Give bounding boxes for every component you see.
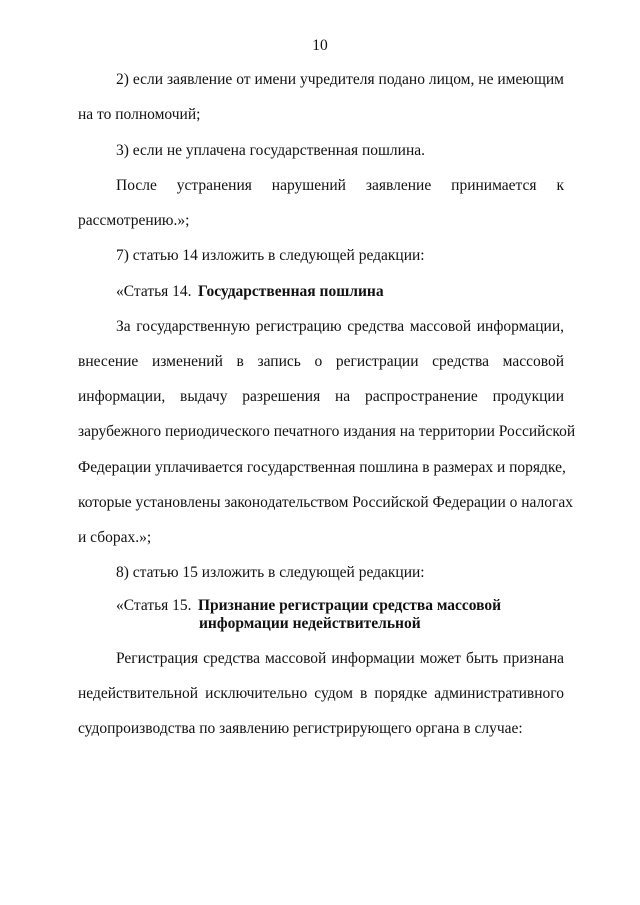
- article-14-body-line-7: и сборах.»;: [78, 529, 152, 546]
- article-14-body-line-1: За государственную регистрацию средства массовой информации,: [116, 318, 564, 335]
- page-number: 10: [312, 37, 328, 54]
- article-14-body-line-3: информации, выдачу разрешения на распространение продукции: [78, 388, 564, 405]
- list-item-2-line-2: на то полномочий;: [78, 106, 201, 123]
- article-14-body-line-6: которые установлены законодательством Российской Федерации о налогах: [78, 494, 574, 511]
- amendment-point-8: 8) статью 15 изложить в следующей редакции:: [116, 564, 425, 581]
- article-15-label: «Статья 15.: [116, 597, 192, 614]
- article-14-heading: [116, 282, 564, 302]
- article-14-title: Государственная пошлина: [198, 283, 384, 300]
- list-item-2-line-1: 2) если заявление от имени учредителя подано лицом, не имеющим: [116, 71, 564, 88]
- article-15-title-line-2: информации недействительной: [199, 615, 421, 632]
- article-15-heading: [116, 596, 564, 616]
- article-14-body-line-2: внесение изменений в запись о регистрации средства массовой: [78, 353, 564, 370]
- paragraph-after-correction-line-2: рассмотрению.»;: [78, 212, 190, 229]
- article-14-body-line-4: зарубежного периодического печатного издания на территории Российской: [78, 423, 576, 440]
- article-15-body-line-2: недействительной исключительно судом в порядке административного: [78, 685, 564, 702]
- article-15-body-line-1: Регистрация средства массовой информации может быть признана: [116, 650, 564, 667]
- paragraph-after-correction-line-1: После устранения нарушений заявление принимается к: [116, 177, 564, 194]
- article-14-label: «Статья 14.: [116, 283, 192, 300]
- amendment-point-7: 7) статью 14 изложить в следующей редакции:: [116, 247, 425, 264]
- article-15-title-line-1: Признание регистрации средства массовой: [198, 597, 502, 614]
- article-15-body-line-3: судопроизводства по заявлению регистрирующего органа в случае:: [78, 720, 523, 737]
- article-14-body-line-5: Федерации уплачивается государственная пошлина в размерах и порядке,: [78, 459, 566, 476]
- list-item-3: 3) если не уплачена государственная пошлина.: [116, 142, 426, 159]
